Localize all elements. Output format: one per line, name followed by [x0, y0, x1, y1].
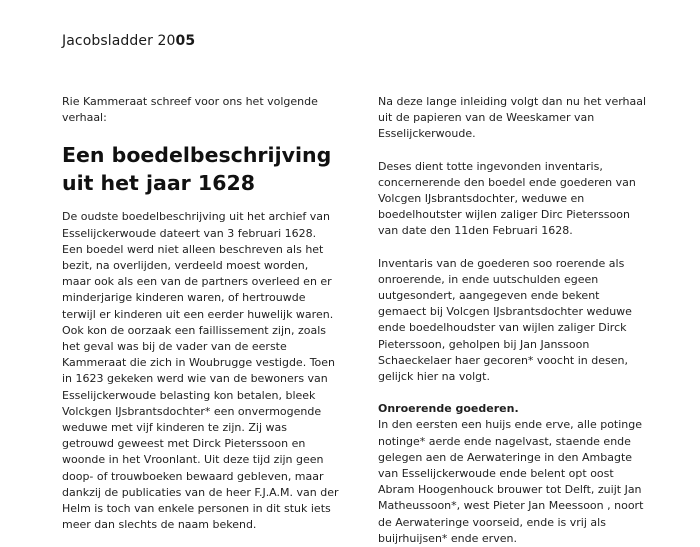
right-column	[378, 94, 650, 547]
body-paragraph: De oudste boedelbeschrijving uit het archief van Esselijckerwoude dateert van 3 februari 1628. Een boedel werd niet alleen beschreven als het bezit, na overlijden, verdeeld moest worden, maar ook als een van de partners overleed en er minderjarige kinderen waren, of hertrouwde terwijl er kinderen uit een eerder huwelijk waren. Ook kon de oorzaak een faillissement zijn, zoals het geval was bij de vader van de eerste Kammeraat die zich in Woubrugge vestigde. Toen in 1623 gekeken werd wie van de bewoners van Esselijckerwoude belasting kon betalen, bleek Volckgen IJsbrantsdochter* een onvermogende weduwe met vijf kinderen te zijn. Zij was getrouwd geweest met Dirck Pieterssoon en woonde in het Vroonlant. Uit deze tijd zijn geen doop- of trouwboeken bewaard gebleven, maar dankzij de publicaties van de heer F.J.A.M. van der Helm is toch van enkele personen in dit stuk iets meer dan slechts de naam bekend.	[62, 210, 339, 532]
paragraph-inventory-declaration: Inventaris van de goederen soo roerende als onroerende, in ende uutschulden egeen uutgesondert, aangegeven ende bekent gemaect bij Volcgen IJsbrantsdochter weduwe ende boedelhoudster van wijlen zaliger Dirck Pieterssoon, geholpen bij Jan Janssoon Schaeckelaer haer gecoren* voocht in desen, gelijck hier na volgt.	[378, 256, 632, 384]
title-line-1: Een boedelbeschrijving	[62, 143, 332, 168]
header-year-bold: 05	[175, 33, 196, 49]
article-title	[62, 141, 340, 197]
header-title: Jacobsladder 20	[62, 33, 176, 49]
paragraph-real-estate: In den eersten een huijs ende erve, alle potinge notinge* aerde ende nagelvast, staende ende gelegen aen de Aerwateringe in den Ambagte van Esselijckerwoude ende belent opt oost Abram Hoogenhouck brouwer tot Delft, zuijt Jan Matheussoon*, west Pieter Jan Meessoon , noort de Aerwateringe voorseid, ende is vrij als buijrhuijsen* ende erven.	[378, 418, 644, 545]
intro-paragraph: Rie Kammeraat schreef voor ons het volgende verhaal:	[62, 95, 318, 125]
paragraph-intro-continued: Na deze lange inleiding volgt dan nu het verhaal uit de papieren van de Weeskamer van Esselijckerwoude.	[378, 95, 647, 141]
page-header	[62, 33, 195, 49]
paragraph-inventory-purpose: Deses dient totte ingevonden inventaris, concernerende den boedel ende goederen van Volcgen IJsbrantsdochter, weduwe en boedelhoutster wijlen zaliger Dirc Pieterssoon van date den 11den Februari 1628.	[378, 159, 636, 238]
subheading-real-estate: Onroerende goederen.	[378, 402, 519, 416]
title-line-2: uit het jaar 1628	[62, 171, 255, 196]
left-column	[62, 94, 340, 533]
